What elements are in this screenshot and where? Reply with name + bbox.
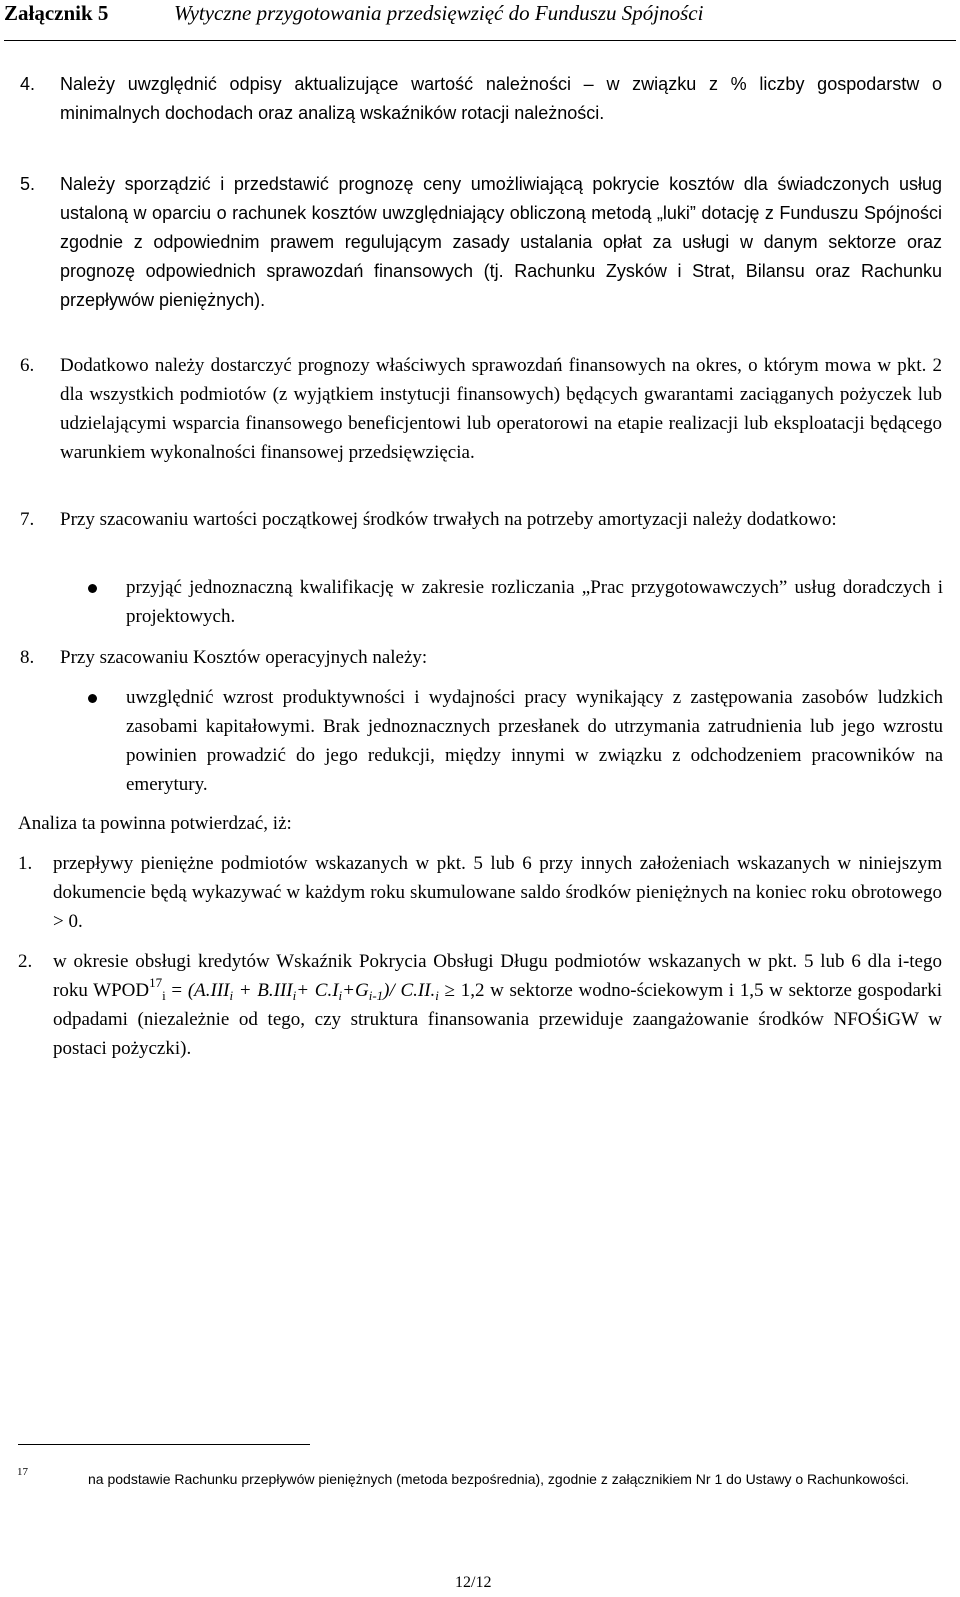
item-text: Dodatkowo należy dostarczyć prognozy właściwych sprawozdań finansowych na okres, o którym mowa w pkt. 2 dla wszystkich podmiotów (z wyjątkiem instytucji finansowych) będących gwarantami zaciąganych pożyczek lub udzielającymi wsparcia finansowego beneficjentowi lub operatorowi na etapie realizacji lub eksploatacji będącego warunkiem wykonalności finansowej przedsięwzięcia.	[60, 355, 942, 463]
formula-part: (A.III	[187, 980, 230, 1001]
subscript: i	[338, 988, 343, 1003]
item-text	[53, 947, 942, 1063]
list-item-8	[20, 643, 942, 672]
header-label: Załącznik 5	[4, 1, 109, 25]
item-number: 7.	[20, 509, 35, 530]
item-number: 5.	[20, 174, 36, 194]
item-text: Przy szacowaniu Kosztów operacyjnych należy:	[60, 647, 428, 668]
bullet-text: uwzględnić wzrost produktywności i wydajności pracy wynikający z zastępowania zasobów ludzkich zasobami kapitałowymi. Brak jednoznacznych przesłanek do utrzymania zatrudnienia lub jego wzrostu powinien prowadzić do jego redukcji, między innymi w związku z odchodzeniem pracowników na emerytury.	[126, 687, 943, 795]
footnote-text: na podstawie Rachunku przepływów pieniężnych (metoda bezpośrednia), zgodnie z załącznikiem Nr 1 do Ustawy o Rachunkowości.	[88, 1471, 909, 1487]
text-part: 1,2 w sektorze wodno-ściekowym i 1,5 w sektorze gospodarki odpadami (niezależnie od tego, czy struktura finansowania przewiduje zaangażowanie środków NFOŚiGW w postaci pożyczki).	[53, 980, 942, 1059]
item-text: Należy uwzględnić odpisy aktualizujące wartość należności – w związku z % liczby gospodarstw o minimalnych dochodach oraz analizą wskaźników rotacji należności.	[60, 74, 942, 123]
subscript: i	[292, 988, 297, 1003]
header-title: Wytyczne przygotowania przedsięwzięć do Funduszu Spójności	[174, 1, 704, 25]
page-number: 12/12	[455, 1574, 492, 1591]
list-item-5	[20, 170, 942, 315]
formula-part: +G	[342, 980, 369, 1001]
footnote-separator	[18, 1444, 310, 1445]
footnote-mark: 17	[17, 1466, 28, 1478]
bullet-text: przyjąć jednoznaczną kwalifikację w zakresie rozliczania „Prac przygotowawczych” usług doradczych i projektowych.	[126, 577, 943, 627]
bullet-item	[88, 573, 943, 631]
bullet-icon	[88, 584, 97, 593]
item-number: 4.	[20, 74, 36, 94]
subscript: i-1	[368, 988, 384, 1003]
subscript: i	[435, 988, 439, 1003]
item-text: Przy szacowaniu wartości początkowej środków trwałych na potrzeby amortyzacji należy dodatkowo:	[60, 509, 837, 530]
footnote-ref: 17	[149, 975, 163, 990]
formula-part: + B.III	[233, 980, 293, 1001]
item-text: przepływy pieniężne podmiotów wskazanych w pkt. 5 lub 6 przy innych założeniach wskazanych w niniejszym dokumencie będą wykazywać w każdym roku skumulowane saldo środków pieniężnych na koniec roku obrotowego > 0.	[53, 853, 942, 932]
bullet-icon	[88, 694, 97, 703]
formula-part: )/ C.II.	[383, 980, 436, 1001]
analysis-item-1	[18, 849, 942, 936]
analysis-item-2	[18, 947, 942, 1063]
page-header	[4, 0, 956, 41]
bullet-item	[88, 683, 943, 799]
equals: =	[165, 980, 188, 1001]
text-part: w okresie obsługi kredytów Wskaźnik Pokrycia Obsługi Długu podmiotów wskazanych w pkt. 5 lub 6 dla i-tego roku WPOD	[53, 951, 942, 1001]
list-item-6	[20, 351, 942, 467]
analysis-intro: Analiza ta powinna potwierdzać, iż:	[18, 813, 292, 834]
subscript: i	[229, 988, 234, 1003]
item-number: 1.	[18, 853, 33, 874]
subscript: i	[162, 988, 166, 1003]
geq-symbol: ≥	[438, 980, 461, 1001]
item-text: Należy sporządzić i przedstawić prognozę ceny umożliwiającą pokrycie kosztów dla świadczonych usług ustaloną w oparciu o rachunek kosztów uwzględniający obliczoną metodą „luki” dotację z Funduszu Spójności zgodnie z odpowiednim prawem regulującym zasady ustalania opłat za usługi w danym sektorze oraz prognozę odpowiednich sprawozdań finansowych (tj. Rachunku Zysków i Strat, Bilansu oraz Rachunku przepływów pieniężnych).	[60, 174, 942, 310]
formula-part: + C.I	[296, 980, 339, 1001]
list-item-4	[20, 70, 942, 128]
item-number: 6.	[20, 355, 35, 376]
item-number: 8.	[20, 647, 35, 668]
list-item-7	[20, 505, 942, 534]
item-number: 2.	[18, 951, 33, 972]
